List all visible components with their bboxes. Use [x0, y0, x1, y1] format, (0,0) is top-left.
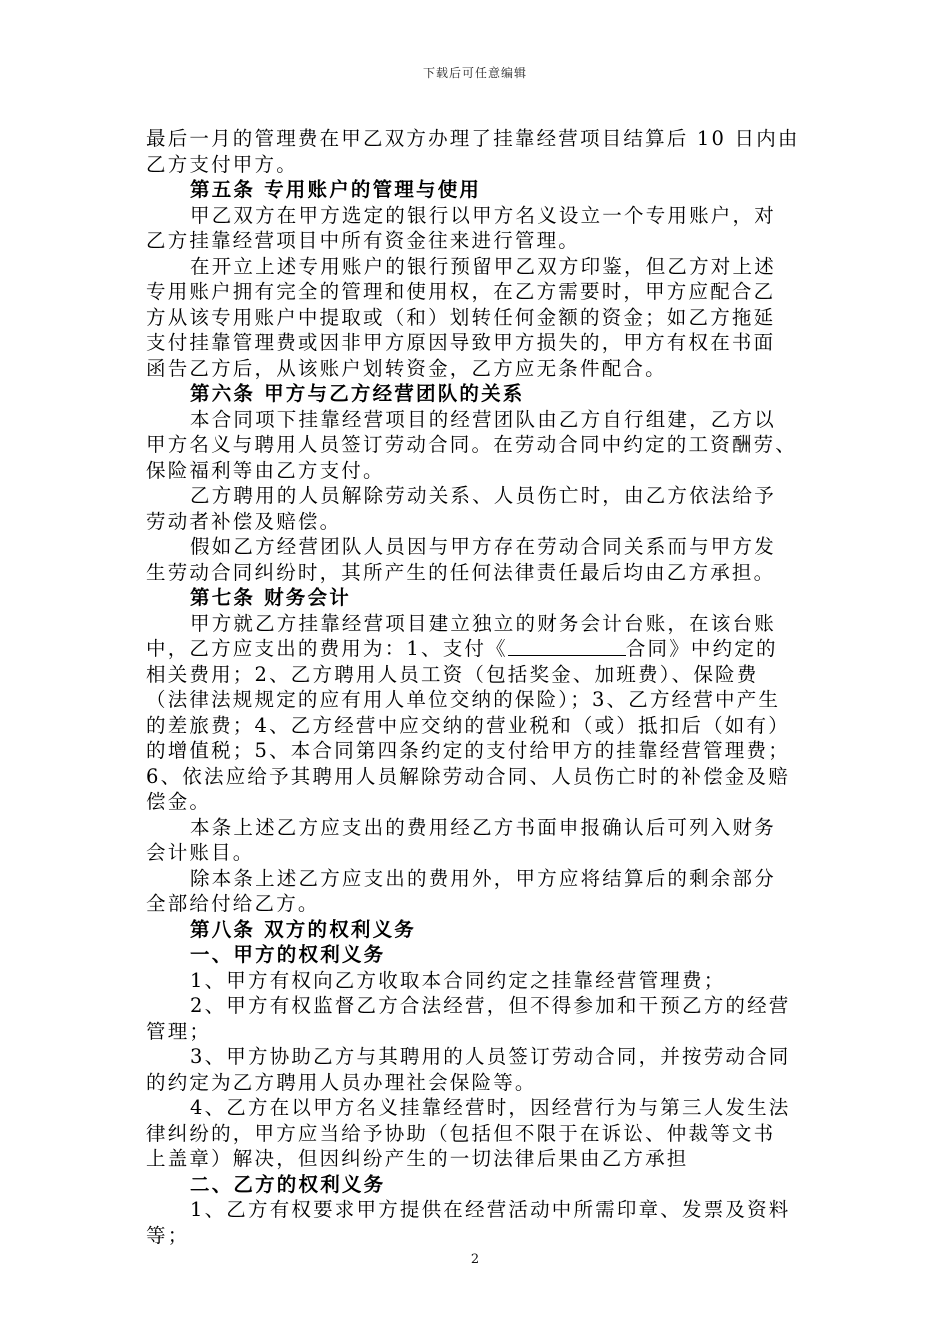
- text-line: 乙方聘用的人员解除劳动关系、人员伤亡时，由乙方依法给予: [190, 484, 776, 507]
- text-line: 最后一月的管理费在甲乙双方办理了挂靠经营项目结算后 10 日内由: [146, 127, 800, 150]
- text-line: 支付挂靠管理费或因非甲方原因导致甲方损失的，甲方有权在书面: [146, 331, 776, 354]
- text-line: 全部给付给乙方。: [146, 892, 320, 915]
- text-line: 2、甲方有权监督乙方合法经营，但不得参加和干预乙方的经营: [190, 994, 791, 1017]
- text-line: 本条上述乙方应支出的费用经乙方书面申报确认后可列入财务: [190, 815, 776, 839]
- text-line: 假如乙方经营团队人员因与甲方存在劳动合同关系而与甲方发: [190, 535, 776, 558]
- text-line: [146, 636, 808, 662]
- text-line: 专用账户拥有完全的管理和使用权，在乙方需要时，甲方应配合乙: [146, 280, 776, 303]
- text-line: 除本条上述乙方应支出的费用外，甲方应将结算后的剩余部分: [190, 866, 776, 890]
- text-line: 生劳动合同纠纷时，其所产生的任何法律责任最后均由乙方承担。: [146, 560, 776, 584]
- section-heading: 二、乙方的权利义务: [190, 1172, 386, 1196]
- fill-in-blank: [508, 637, 626, 656]
- text-segment: 合同》中约定的: [625, 637, 778, 660]
- text-line: 本合同项下挂靠经营项目的经营团队由乙方自行组建，乙方以: [190, 407, 776, 431]
- text-line: 在开立上述专用账户的银行预留甲乙双方印鉴，但乙方对上述: [190, 254, 776, 278]
- text-line: 3、甲方协助乙方与其聘用的人员签订劳动合同，并按劳动合同: [190, 1045, 791, 1068]
- text-line: 劳动者补偿及赔偿。: [146, 509, 342, 533]
- section-heading: 第八条 双方的权利义务: [190, 917, 416, 941]
- text-line: 乙方支付甲方。: [146, 152, 298, 176]
- text-segment: 中，乙方应支出的费用为：1、支付《: [146, 637, 508, 660]
- text-line: 1、乙方有权要求甲方提供在经营活动中所需印章、发票及资料: [190, 1198, 791, 1221]
- section-heading: 一、甲方的权利义务: [190, 943, 386, 966]
- text-line: 律纠纷的，甲方应当给予协助（包括但不限于在诉讼、仲裁等文书: [146, 1121, 776, 1145]
- text-line: 甲乙双方在甲方选定的银行以甲方名义设立一个专用账户，对: [190, 203, 776, 227]
- document-body: [146, 126, 808, 1248]
- text-line: 乙方挂靠经营项目中所有资金往来进行管理。: [146, 229, 581, 252]
- text-line: 会计账目。: [146, 841, 255, 864]
- section-heading: 第五条 专用账户的管理与使用: [190, 178, 482, 201]
- text-line: 管理；: [146, 1019, 212, 1043]
- text-line: （法律法规规定的应有用人单位交纳的保险）；3、乙方经营中产生: [146, 688, 781, 711]
- text-line: 等；: [146, 1223, 190, 1247]
- text-line: 1、甲方有权向乙方收取本合同约定之挂靠经营管理费；: [190, 968, 726, 992]
- page-number: 2: [470, 1252, 480, 1267]
- text-line: 方从该专用账户中提取或（和）划转任何金额的资金；如乙方拖延: [146, 305, 776, 329]
- text-line: 函告乙方后，从该账户划转资金，乙方应无条件配合。: [146, 356, 667, 380]
- text-line: 相关费用；2、乙方聘用人员工资（包括奖金、加班费）、保险费: [146, 662, 759, 686]
- text-line: 的差旅费；4、乙方经营中应交纳的营业税和（或）抵扣后（如有）: [146, 713, 790, 737]
- text-line: 甲方就乙方挂靠经营项目建立独立的财务会计台账，在该台账: [190, 611, 776, 635]
- section-heading: 第七条 财务会计: [190, 586, 351, 609]
- text-line: 保险福利等由乙方支付。: [146, 458, 385, 482]
- text-line: 甲方名义与聘用人员签订劳动合同。在劳动合同中约定的工资酬劳、: [146, 433, 798, 456]
- page-header: 下载后可任意编辑: [422, 66, 527, 80]
- text-line: 上盖章）解决，但因纠纷产生的一切法律后果由乙方承担: [146, 1147, 689, 1170]
- section-heading: 第六条 甲方与乙方经营团队的关系: [190, 382, 525, 405]
- text-line: 6、依法应给予其聘用人员解除劳动合同、人员伤亡时的补偿金及赔: [146, 764, 790, 788]
- text-line: 偿金。: [146, 790, 212, 813]
- text-line: 4、乙方在以甲方名义挂靠经营时，因经营行为与第三人发生法: [190, 1096, 791, 1119]
- text-line: 的约定为乙方聘用人员办理社会保险等。: [146, 1070, 537, 1094]
- text-line: 的增值税；5、本合同第四条约定的支付给甲方的挂靠经营管理费；: [146, 739, 790, 762]
